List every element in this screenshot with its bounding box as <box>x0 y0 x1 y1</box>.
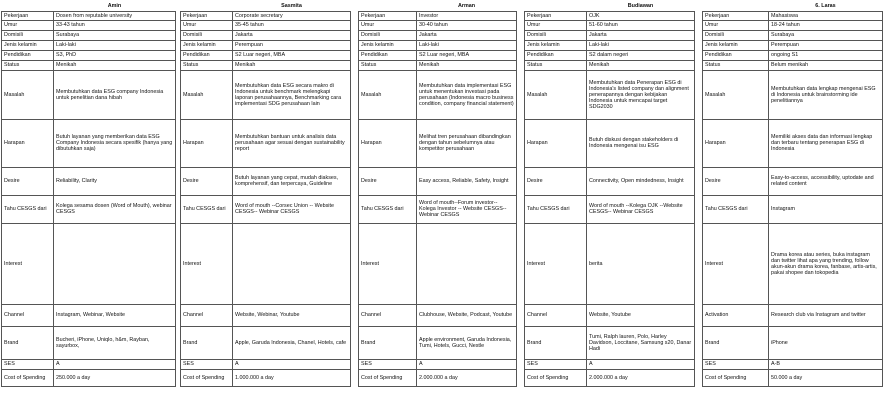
row-label-status: Status <box>181 60 233 70</box>
row-label-masalah: Masalah <box>2 70 54 119</box>
row-label-status: Status <box>525 60 587 70</box>
row-label-umur: Umur <box>359 20 417 30</box>
row-label-umur: Umur <box>703 20 769 30</box>
row-label-jenis-kelamin: Jenis kelamin <box>2 40 54 50</box>
row-label-brand: Brand <box>525 326 587 359</box>
row-label-pekerjaan: Pekerjaan <box>2 11 54 20</box>
cell-status: Menikah <box>587 60 695 70</box>
row-label-pekerjaan: Pekerjaan <box>525 11 587 20</box>
row-label-jenis-kelamin: Jenis kelamin <box>703 40 769 50</box>
cell-pendidikan: S2 Luar negeri, MBA <box>233 50 351 60</box>
row-label-tahu-cesgs: Tahu CESGS dari <box>703 195 769 223</box>
cell-ses: A-B <box>769 359 883 369</box>
cell-umur: 33-43 tahun <box>54 20 176 30</box>
row-label-tahu-cesgs: Tahu CESGS dari <box>181 195 233 223</box>
persona-table-arman <box>358 2 517 387</box>
row-label-tahu-cesgs: Tahu CESGS dari <box>525 195 587 223</box>
cell-domisili: Jakarta <box>417 30 517 40</box>
cell-harapan: Butuh layanan yang memberikan data ESG Company Indonesia secara spesifik (hanya yang dibutuhkan saja) <box>54 119 176 167</box>
persona-name: Sasmita <box>233 2 351 11</box>
row-label-pendidikan: Pendidikan <box>703 50 769 60</box>
cell-channel: Instagram, Webinar, Website <box>54 304 176 326</box>
cell-interest <box>417 223 517 304</box>
row-label-cost-of-spending: Cost of Spending <box>2 369 54 386</box>
cell-status: Menikah <box>54 60 176 70</box>
row-label-pendidikan: Pendidikan <box>525 50 587 60</box>
cell-jenis-kelamin: Laki-laki <box>587 40 695 50</box>
row-label-jenis-kelamin: Jenis kelamin <box>181 40 233 50</box>
cell-brand: Apple, Garuda Indonesia, Chanel, Hotels, cafe <box>233 326 351 359</box>
row-label-brand: Brand <box>703 326 769 359</box>
cell-interest: Drama korea atau series, buka instagram dan twitter lihat apa yang trending, follow akun-akun drama korea, fanbase, artis-artis, pakai shopee dan tokopedia <box>769 223 883 304</box>
row-label-interest: Interest <box>2 223 54 304</box>
row-label-pendidikan: Pendidikan <box>181 50 233 60</box>
cell-tahu-cesgs: Instagram <box>769 195 883 223</box>
cell-umur: 35-45 tahun <box>233 20 351 30</box>
cell-pekerjaan: Corporate secretary <box>233 11 351 20</box>
row-label-umur: Umur <box>525 20 587 30</box>
cell-masalah: Membutuhkan data implementasi ESG untuk menentukan investasi pada perusahaan (Indonesia macro business condition, company financial statement) <box>417 70 517 119</box>
row-label-jenis-kelamin: Jenis kelamin <box>359 40 417 50</box>
cell-harapan: Melihat tren perusahaan dibandingkan dengan tahun sebelumnya atau kompetitor perusahaan <box>417 119 517 167</box>
cell-tahu-cesgs: Word of mouth --Corsec Union -- Website CESGS-- Webinar CESGS <box>233 195 351 223</box>
cell-cost-of-spending: 2.000.000 a day <box>417 369 517 386</box>
cell-brand: Tumi, Ralph lauren, Polo, Harley Davidson, Loccitane, Samsung s20, Danar Hadi <box>587 326 695 359</box>
row-label-brand: Brand <box>181 326 233 359</box>
persona-table-budiawan <box>524 2 695 387</box>
cell-domisili: Surabaya <box>54 30 176 40</box>
persona-name: Arman <box>417 2 517 11</box>
row-label-pendidikan: Pendidikan <box>2 50 54 60</box>
cell-interest <box>54 223 176 304</box>
row-label-jenis-kelamin: Jenis kelamin <box>525 40 587 50</box>
row-label-ses: SES <box>2 359 54 369</box>
persona-name-spacer <box>359 2 417 11</box>
cell-tahu-cesgs: Word of mouth--Forum investor--Kolega Investor -- Website CESGS-- Webinar CESGS <box>417 195 517 223</box>
row-label-brand: Brand <box>359 326 417 359</box>
row-label-pekerjaan: Pekerjaan <box>359 11 417 20</box>
cell-tahu-cesgs: Kolega sesama dosen (Word of Mouth), webinar CESGS <box>54 195 176 223</box>
row-label-masalah: Masalah <box>703 70 769 119</box>
row-label-cost-of-spending: Cost of Spending <box>359 369 417 386</box>
row-label-desire: Desire <box>2 167 54 195</box>
cell-desire: Reliability, Clarity <box>54 167 176 195</box>
row-label-domisili: Domisili <box>181 30 233 40</box>
row-label-masalah: Masalah <box>525 70 587 119</box>
row-label-interest: Interest <box>359 223 417 304</box>
row-label-channel: Channel <box>181 304 233 326</box>
cell-status: Belum menikah <box>769 60 883 70</box>
row-label-cost-of-spending: Cost of Spending <box>703 369 769 386</box>
cell-status: Menikah <box>417 60 517 70</box>
row-label-pendidikan: Pendidikan <box>359 50 417 60</box>
row-label-ses: SES <box>525 359 587 369</box>
row-label-desire: Desire <box>359 167 417 195</box>
row-label-cost-of-spending: Cost of Spending <box>525 369 587 386</box>
cell-channel: Website, Webinar, Youtube <box>233 304 351 326</box>
cell-brand: Bucheri, iPhone, Uniqlo, h&m, Rayban, sayurbox, <box>54 326 176 359</box>
cell-harapan: Butuh diskusi dengan stakeholders di Indonesia mengenai isu ESG <box>587 119 695 167</box>
cell-ses: A <box>54 359 176 369</box>
row-label-domisili: Domisili <box>359 30 417 40</box>
row-label-umur: Umur <box>181 20 233 30</box>
row-label-status: Status <box>703 60 769 70</box>
cell-masalah: Membutuhkan data ESG company Indonesia untuk penelitian dana hibah <box>54 70 176 119</box>
persona-name: Budiawan <box>587 2 695 11</box>
cell-umur: 51-60 tahun <box>587 20 695 30</box>
row-label-status: Status <box>2 60 54 70</box>
row-label-desire: Desire <box>525 167 587 195</box>
cell-pekerjaan: OJK <box>587 11 695 20</box>
row-label-tahu-cesgs: Tahu CESGS dari <box>2 195 54 223</box>
row-label-ses: SES <box>181 359 233 369</box>
row-label-status: Status <box>359 60 417 70</box>
row-label-channel: Channel <box>525 304 587 326</box>
cell-ses: A <box>233 359 351 369</box>
cell-harapan: Memiliki akses data dan informasi lengkap dan terbaru tentang penerapan ESG di Indonesia <box>769 119 883 167</box>
row-label-umur: Umur <box>2 20 54 30</box>
row-label-tahu-cesgs: Tahu CESGS dari <box>359 195 417 223</box>
cell-domisili: Jakarta <box>233 30 351 40</box>
cell-desire: Connectivity, Open mindedness, Insight <box>587 167 695 195</box>
row-label-channel: Channel <box>359 304 417 326</box>
row-label-interest: Interest <box>181 223 233 304</box>
cell-harapan: Membutuhkan bantuan untuk analisis data perusahaan agar sesuai dengan sustainability report <box>233 119 351 167</box>
row-label-activation: Activation <box>703 304 769 326</box>
cell-jenis-kelamin: Laki-laki <box>417 40 517 50</box>
cell-domisili: Surabaya <box>769 30 883 40</box>
row-label-masalah: Masalah <box>359 70 417 119</box>
cell-desire: Easy-to-access, accessibility, uptodate and related content <box>769 167 883 195</box>
cell-cost-of-spending: 50.000 a day <box>769 369 883 386</box>
row-label-domisili: Domisili <box>703 30 769 40</box>
cell-masalah: Membutuhkan data ESG secara makro di Indonesia untuk benchmark melengkapi laporan perusahaannya, Benchmarking cara implementasi SDG perusahaan lain <box>233 70 351 119</box>
cell-brand: iPhone <box>769 326 883 359</box>
cell-ses: A <box>587 359 695 369</box>
cell-pendidikan: S3, PhD <box>54 50 176 60</box>
row-label-cost-of-spending: Cost of Spending <box>181 369 233 386</box>
cell-pekerjaan: Dosen from reputable university <box>54 11 176 20</box>
cell-domisili: Jakarta <box>587 30 695 40</box>
row-label-harapan: Harapan <box>525 119 587 167</box>
cell-pendidikan: S2 Luar negeri, MBA <box>417 50 517 60</box>
cell-jenis-kelamin: Laki-laki <box>54 40 176 50</box>
cell-desire: Easy access, Reliable, Safety, Insight <box>417 167 517 195</box>
cell-jenis-kelamin: Perempuan <box>769 40 883 50</box>
row-label-masalah: Masalah <box>181 70 233 119</box>
persona-table-laras <box>702 2 883 387</box>
cell-pendidikan: S2 dalam negeri <box>587 50 695 60</box>
cell-status: Menikah <box>233 60 351 70</box>
cell-umur: 30-40 tahun <box>417 20 517 30</box>
row-label-ses: SES <box>359 359 417 369</box>
row-label-harapan: Harapan <box>703 119 769 167</box>
cell-pendidikan: ongoing S1 <box>769 50 883 60</box>
cell-masalah: Membutuhkan data lengkap mengenai ESG di Indonesia untuk brainstorming ide penelitiannya <box>769 70 883 119</box>
row-label-harapan: Harapan <box>359 119 417 167</box>
persona-table-amin <box>1 2 176 387</box>
cell-masalah: Membutuhkan data Penerapan ESG di Indonesia's listed company dan alignment penerapannya dengan kebijakan Indonesia untuk mencapai target SDG2030 <box>587 70 695 119</box>
persona-name: Amin <box>54 2 176 11</box>
cell-brand: Apple environment, Garuda Indonesia, Tumi, Hotels, Gucci, Nestle <box>417 326 517 359</box>
cell-pekerjaan: Mahasiswa <box>769 11 883 20</box>
cell-desire: Butuh layanan yang cepat, mudah diakses, komprehensif, dan terpercaya, Guideline <box>233 167 351 195</box>
row-label-interest: Interest <box>525 223 587 304</box>
cell-ses: A <box>417 359 517 369</box>
row-label-brand: Brand <box>2 326 54 359</box>
persona-name-spacer <box>2 2 54 11</box>
cell-umur: 18-24 tahun <box>769 20 883 30</box>
cell-interest <box>233 223 351 304</box>
cell-cost-of-spending: 250.000 a day <box>54 369 176 386</box>
persona-name: 6. Laras <box>769 2 883 11</box>
row-label-domisili: Domisili <box>2 30 54 40</box>
persona-name-spacer <box>181 2 233 11</box>
persona-name-spacer <box>525 2 587 11</box>
row-label-pekerjaan: Pekerjaan <box>703 11 769 20</box>
row-label-desire: Desire <box>703 167 769 195</box>
persona-table-sasmita <box>180 2 351 387</box>
row-label-channel: Channel <box>2 304 54 326</box>
row-label-ses: SES <box>703 359 769 369</box>
cell-channel: Clubhouse, Website, Podcast, Youtube <box>417 304 517 326</box>
cell-channel: Website, Youtube <box>587 304 695 326</box>
row-label-pekerjaan: Pekerjaan <box>181 11 233 20</box>
row-label-interest: Interest <box>703 223 769 304</box>
cell-tahu-cesgs: Word of mouth --Kolega OJK --Website CESGS-- Webinar CESGS <box>587 195 695 223</box>
cell-interest: berita <box>587 223 695 304</box>
persona-name-spacer <box>703 2 769 11</box>
row-label-harapan: Harapan <box>181 119 233 167</box>
row-label-desire: Desire <box>181 167 233 195</box>
cell-activation: Research club via Instagram and twitter <box>769 304 883 326</box>
cell-jenis-kelamin: Perempuan <box>233 40 351 50</box>
row-label-harapan: Harapan <box>2 119 54 167</box>
cell-cost-of-spending: 2.000.000 a day <box>587 369 695 386</box>
row-label-domisili: Domisili <box>525 30 587 40</box>
cell-cost-of-spending: 1.000.000 a day <box>233 369 351 386</box>
cell-pekerjaan: Investor <box>417 11 517 20</box>
